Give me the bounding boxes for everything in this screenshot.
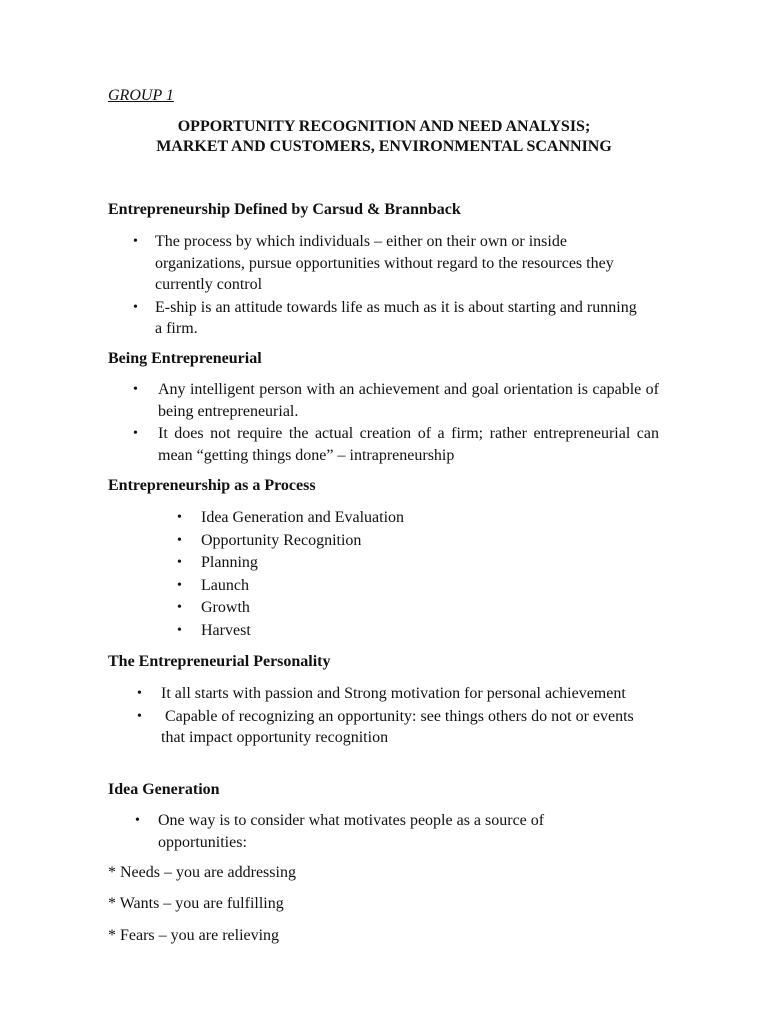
list-item: • The process by which individuals – either on their own or inside organizations, pursue opportunities without regard to the resources they currently control: [133, 233, 614, 293]
fear-line: * Fears – you are relieving: [108, 927, 280, 944]
list-item: • Any intelligent person with an achievement and goal orientation is capable of being entrepreneurial.: [133, 381, 659, 420]
heading-process: Entrepreneurship as a Process: [108, 477, 316, 494]
list-item: • One way is to consider what motivates people as a source of opportunities:: [135, 812, 545, 851]
bullet-icon: •: [137, 686, 142, 701]
bullet-icon: •: [177, 622, 182, 638]
list-item: • Growth: [177, 597, 597, 620]
bullet-icon: •: [133, 234, 138, 249]
list-item: • Opportunity Recognition: [177, 530, 597, 553]
title-line-1: OPPORTUNITY RECOGNITION AND NEED ANALYSIS;: [177, 118, 591, 135]
heading-personality: The Entrepreneurial Personality: [108, 653, 331, 670]
bullet-icon: •: [133, 299, 138, 315]
bullet-icon: •: [133, 382, 138, 397]
bullet-icon: •: [177, 510, 182, 525]
group-label: GROUP 1: [108, 87, 174, 104]
bullet-icon: •: [177, 600, 182, 615]
want-line: * Wants – you are fulfilling: [108, 895, 284, 912]
list-item: • Capable of recognizing an opportunity: see things others do not or events that impact opportunity recognition: [137, 707, 638, 746]
bullet-icon: •: [137, 708, 142, 724]
list-item: • E-ship is an attitude towards life as much as it is about starting and running a firm.: [133, 298, 637, 337]
title-line-2: MARKET AND CUSTOMERS, ENVIRONMENTAL SCANNING: [156, 138, 612, 155]
list-item: • It all starts with passion and Strong motivation for personal achievement: [137, 683, 652, 705]
idea-list: [135, 810, 610, 853]
need-line: * Needs – you are addressing: [108, 864, 296, 881]
list-item: • Planning: [177, 552, 597, 575]
heading-definition: Entrepreneurship Defined by Carsud & Brannback: [108, 201, 461, 218]
list-item: • Idea Generation and Evaluation: [177, 507, 597, 530]
document-title: [0, 117, 768, 157]
heading-being-entrepreneurial: Being Entrepreneurial: [108, 350, 262, 367]
personality-list: [137, 683, 652, 749]
heading-idea-generation: Idea Generation: [108, 781, 220, 798]
bullet-icon: •: [177, 577, 182, 593]
list-item: • Harvest: [177, 620, 597, 643]
list-item: • Launch: [177, 575, 597, 598]
process-list: [177, 507, 597, 642]
bullet-icon: •: [133, 426, 138, 441]
being-list: [133, 379, 659, 466]
bullet-icon: •: [177, 532, 182, 548]
bullet-icon: •: [135, 813, 140, 828]
bullet-icon: •: [177, 555, 182, 570]
definition-list: [133, 231, 638, 340]
list-item: • It does not require the actual creation of a firm; rather entrepreneurial can mean “getting things done” – intrapreneurship: [133, 425, 659, 464]
